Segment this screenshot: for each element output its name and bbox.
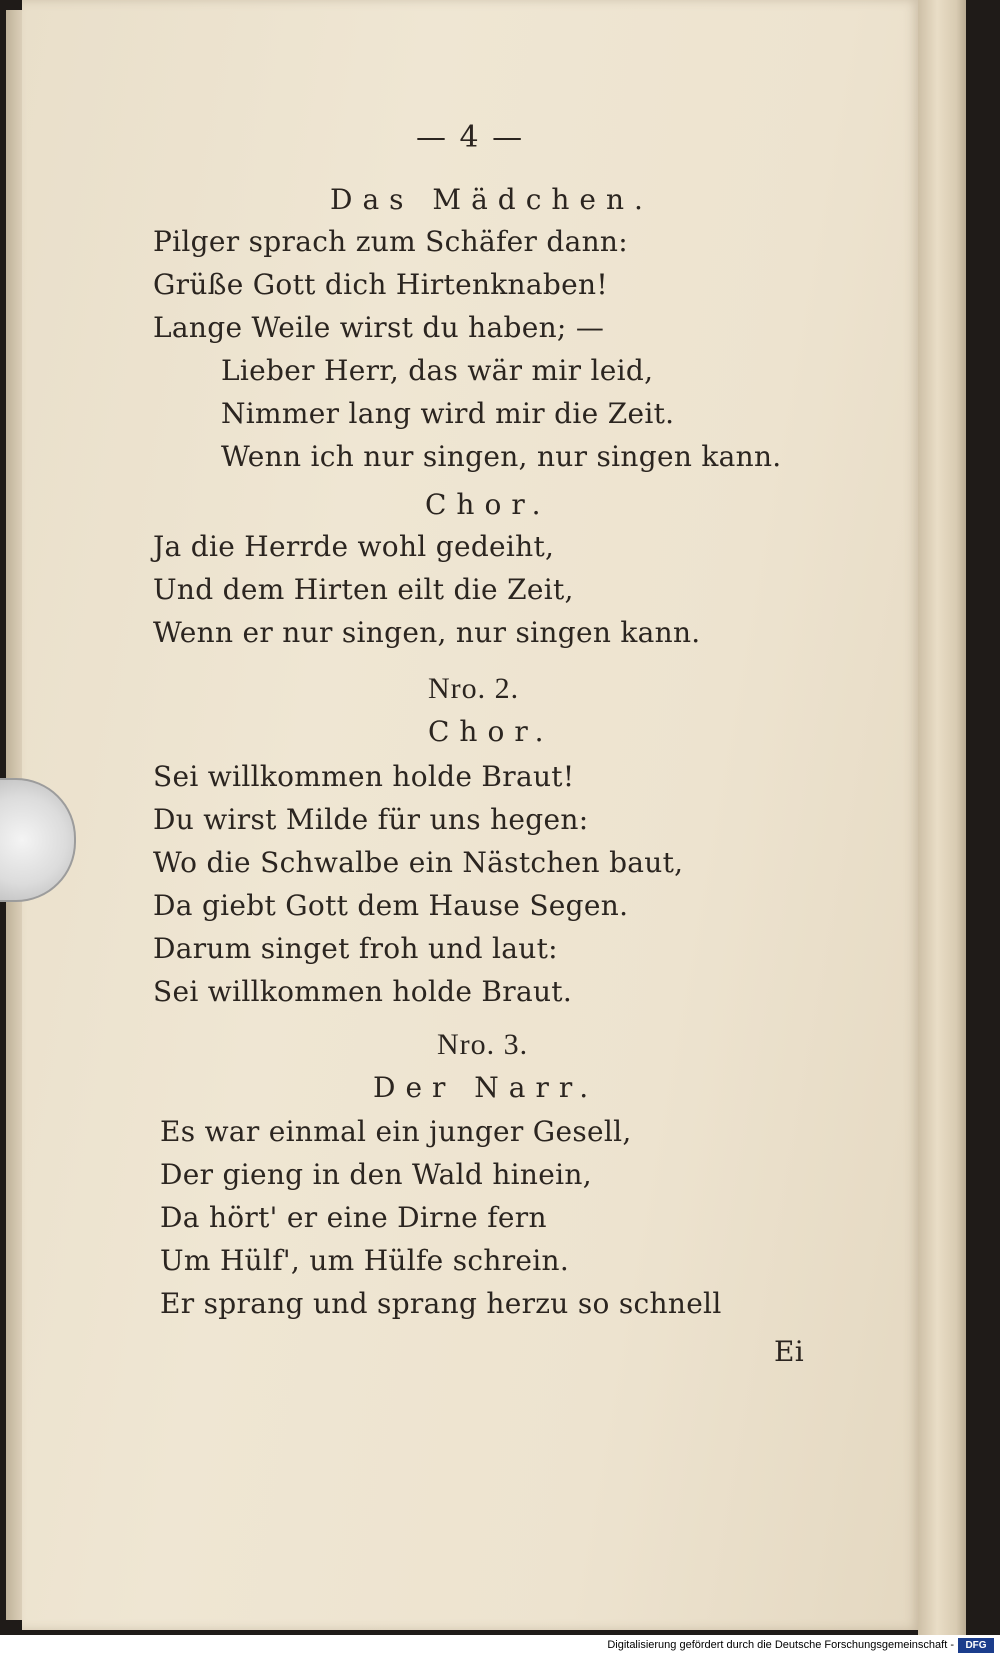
- verse-line: Wenn er nur singen, nur singen kann.: [153, 616, 701, 649]
- verse-line: Sei willkommen holde Braut!: [153, 760, 575, 793]
- verse-line: Da hört' er eine Dirne fern: [160, 1201, 547, 1234]
- verse-line: Du wirst Milde für uns hegen:: [153, 803, 589, 836]
- section-heading: Der Narr.: [373, 1071, 599, 1104]
- verse-line: Ja die Herrde wohl gedeiht,: [153, 530, 555, 563]
- verse-line: Grüße Gott dich Hirtenknaben!: [153, 268, 608, 301]
- number-heading: Nro. 3.: [437, 1028, 529, 1061]
- verse-line: Und dem Hirten eilt die Zeit,: [153, 573, 574, 606]
- section-heading: Chor.: [425, 488, 551, 521]
- catchword: Ei: [774, 1335, 804, 1368]
- verse-line: Nimmer lang wird mir die Zeit.: [221, 397, 675, 430]
- verse-line: Lieber Herr, das wär mir leid,: [221, 354, 654, 387]
- verse-line: Er sprang und sprang herzu so schnell: [160, 1287, 722, 1320]
- verse-line: Wenn ich nur singen, nur singen kann.: [221, 440, 782, 473]
- verse-line: Da giebt Gott dem Hause Segen.: [153, 889, 629, 922]
- verse-line: Darum singet froh und laut:: [153, 932, 558, 965]
- verse-line: Lange Weile wirst du haben; —: [153, 311, 605, 344]
- section-heading: Chor.: [428, 715, 554, 748]
- footer-credit: Digitalisierung gefördert durch die Deutsche Forschungsgemeinschaft -: [607, 1639, 954, 1651]
- verse-line: Wo die Schwalbe ein Nästchen baut,: [153, 846, 684, 879]
- verse-line: Um Hülf', um Hülfe schrein.: [160, 1244, 570, 1277]
- dfg-logo: DFG: [958, 1638, 994, 1653]
- section-heading: Das Mädchen.: [330, 183, 653, 216]
- page-number: — 4 —: [416, 120, 525, 155]
- verse-line: Der gieng in den Wald hinein,: [160, 1158, 592, 1191]
- verse-line: Pilger sprach zum Schäfer dann:: [153, 225, 628, 258]
- number-heading: Nro. 2.: [428, 672, 520, 705]
- verse-line: Sei willkommen holde Braut.: [153, 975, 573, 1008]
- digitization-footer: [0, 1635, 1000, 1657]
- verse-line: Es war einmal ein junger Gesell,: [160, 1115, 632, 1148]
